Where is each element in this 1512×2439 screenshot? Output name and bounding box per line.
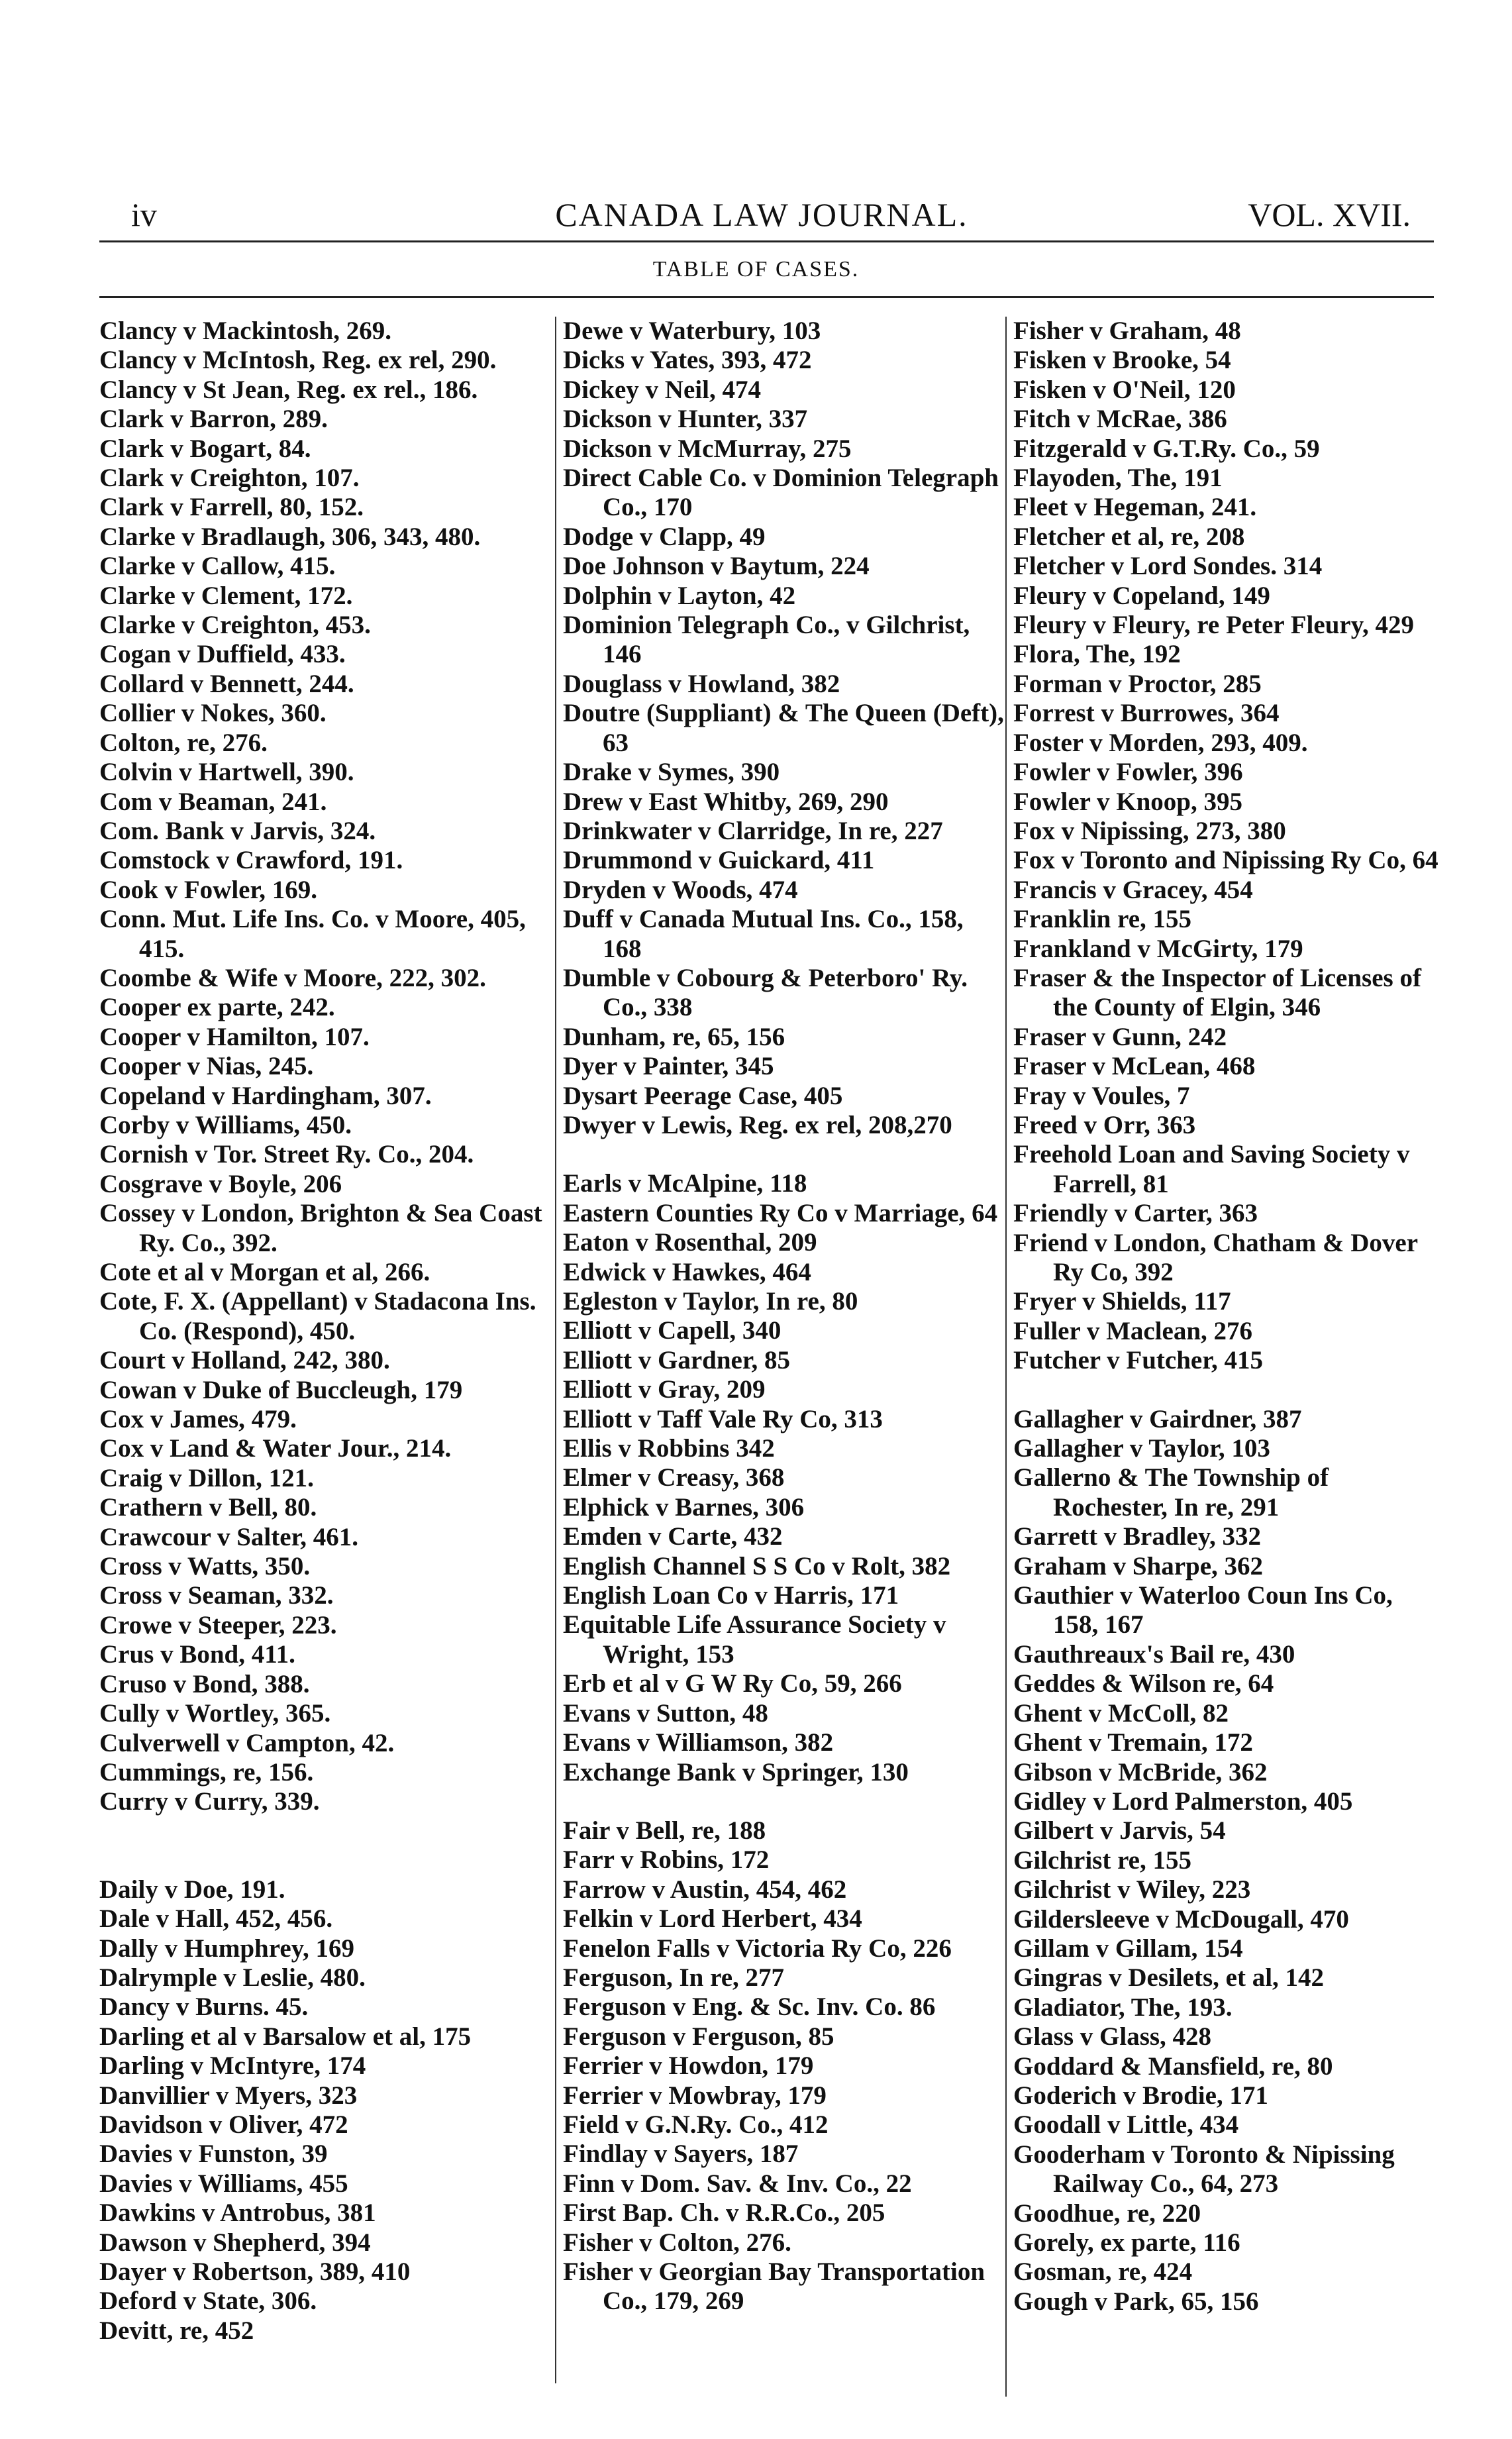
case-entry: Gilchrist v Wiley, 223 <box>1013 1875 1251 1904</box>
case-entry: Eastern Counties Ry Co v Marriage, 64 <box>563 1198 998 1227</box>
running-header <box>99 195 1424 242</box>
case-entry: Elphick v Barnes, 306 <box>563 1492 805 1522</box>
case-entry: Cook v Fowler, 169. <box>99 875 317 904</box>
case-entry: Douglass v Howland, 382 <box>563 669 840 698</box>
case-entry: Gingras v Desilets, et al, 142 <box>1013 1963 1325 1993</box>
case-entry: Gilbert v Jarvis, 54 <box>1013 1816 1226 1845</box>
case-entry: Foster v Morden, 293, 409. <box>1013 728 1308 757</box>
case-entry: Cross v Watts, 350. <box>99 1552 311 1581</box>
case-entry: Forrest v Burrowes, 364 <box>1013 699 1280 728</box>
case-entry: Fraser & the Inspector of Licenses of the County of Elgin, 346 <box>1013 963 1421 1022</box>
case-entry: Clancy v Mackintosh, 269. <box>99 317 391 345</box>
case-entry: Craig v Dillon, 121. <box>99 1463 314 1492</box>
case-entry: Farr v Robins, 172 <box>563 1845 770 1875</box>
case-entry: Fleury v Fleury, re Peter Fleury, 429 <box>1013 611 1415 640</box>
case-entry: Elliott v Gardner, 85 <box>563 1345 791 1375</box>
case-entry: Dewe v Waterbury, 103 <box>563 317 821 345</box>
case-entry: Fisher v Graham, 48 <box>1013 317 1241 345</box>
case-entry: Colvin v Hartwell, 390. <box>99 758 354 787</box>
case-entry: Goderich v Brodie, 171 <box>1013 2081 1268 2110</box>
case-entry: Gildersleeve v McDougall, 470 <box>1013 1904 1349 1934</box>
case-entry: Fisken v Brooke, 54 <box>1013 346 1231 375</box>
case-entry: Daily v Doe, 191. <box>99 1875 285 1904</box>
case-entry: Fraser v McLean, 468 <box>1013 1052 1256 1081</box>
case-entry: Dyer v Painter, 345 <box>563 1052 774 1081</box>
case-entry: Clancy v McIntosh, Reg. ex rel, 290. <box>99 346 497 375</box>
case-entry: Fisken v O'Neil, 120 <box>1013 375 1236 404</box>
case-entry: Com v Beaman, 241. <box>99 787 327 816</box>
case-entry: Clarke v Creighton, 453. <box>99 611 371 640</box>
case-entry: Glass v Glass, 428 <box>1013 2022 1212 2051</box>
case-entry: Fleury v Copeland, 149 <box>1013 581 1270 610</box>
case-entry: Clark v Farrell, 80, 152. <box>99 493 364 522</box>
case-entry: Doutre (Suppliant) & The Queen (Deft), 63 <box>563 699 1004 757</box>
case-entry: Gillam v Gillam, 154 <box>1013 1934 1243 1963</box>
column-divider <box>1005 317 1007 2397</box>
case-entry: Exchange Bank v Springer, 130 <box>563 1757 909 1787</box>
case-entry: Gibson v McBride, 362 <box>1013 1757 1268 1787</box>
case-entry: Dickey v Neil, 474 <box>563 375 761 404</box>
case-entry: Clark v Barron, 289. <box>99 405 328 434</box>
case-entry: Fletcher v Lord Sondes. 314 <box>1013 552 1323 581</box>
case-entry: Dickson v McMurray, 275 <box>563 434 852 463</box>
case-entry: Gilchrist re, 155 <box>1013 1845 1191 1875</box>
case-entry: Crawcour v Salter, 461. <box>99 1522 359 1551</box>
case-entry: Cogan v Duffield, 433. <box>99 640 346 669</box>
case-entry: Gallagher v Taylor, 103 <box>1013 1434 1270 1463</box>
case-entry: Evans v Sutton, 48 <box>563 1698 768 1728</box>
case-entry: Drinkwater v Clarridge, In re, 227 <box>563 816 943 845</box>
case-entry: Futcher v Futcher, 415 <box>1013 1346 1263 1375</box>
case-entry: Goodhue, re, 220 <box>1013 2199 1201 2228</box>
case-entry: Davies v Funston, 39 <box>99 2140 328 2169</box>
volume-label: VOL. XVII. <box>1248 196 1411 233</box>
case-entry: Collier v Nokes, 360. <box>99 699 327 728</box>
case-entry: Fair v Bell, re, 188 <box>563 1816 766 1845</box>
section-title: TABLE OF CASES. <box>652 257 860 282</box>
case-entry: Conn. Mut. Life Ins. Co. v Moore, 405, 415. <box>99 905 526 963</box>
case-entry: Gauthier v Waterloo Coun Ins Co, 158, 167 <box>1013 1581 1393 1639</box>
case-entry: Ferrier v Howdon, 179 <box>563 2051 814 2081</box>
case-entry: Clark v Creighton, 107. <box>99 464 360 493</box>
case-entry: Gladiator, The, 193. <box>1013 1993 1233 2022</box>
case-entry: Cornish v Tor. Street Ry. Co., 204. <box>99 1140 474 1169</box>
case-entry: Fitzgerald v G.T.Ry. Co., 59 <box>1013 434 1320 463</box>
case-entry: Franklin re, 155 <box>1013 905 1192 934</box>
case-entry: Darling et al v Barsalow et al, 175 <box>99 2022 472 2051</box>
page-number: iv <box>131 196 157 233</box>
case-entry: Ferguson v Eng. & Sc. Inv. Co. 86 <box>563 1993 936 2022</box>
case-entry: Cowan v Duke of Buccleugh, 179 <box>99 1375 463 1404</box>
case-entry: Doe Johnson v Baytum, 224 <box>563 552 870 581</box>
case-entry: Cossey v London, Brighton & Sea Coast Ry. Co., 392. <box>99 1199 542 1257</box>
case-entry: Coombe & Wife v Moore, 222, 302. <box>99 963 486 992</box>
case-entry: Ghent v Tremain, 172 <box>1013 1728 1253 1757</box>
case-entry: Gooderham v Toronto & Nipissing Railway Co., 64, 273 <box>1013 2140 1395 2199</box>
case-entry: Davies v Williams, 455 <box>99 2169 348 2198</box>
case-entry: Ghent v McColl, 82 <box>1013 1698 1229 1728</box>
case-entry: Dale v Hall, 452, 456. <box>99 1904 333 1934</box>
index-column-2 <box>563 317 1007 2410</box>
case-entry: Egleston v Taylor, In re, 80 <box>563 1287 858 1316</box>
case-entry: Dicks v Yates, 393, 472 <box>563 346 812 375</box>
case-entry: Cully v Wortley, 365. <box>99 1699 331 1728</box>
case-entry: Emden v Carte, 432 <box>563 1522 783 1551</box>
case-entry: Gosman, re, 424 <box>1013 2257 1193 2287</box>
case-entry: Dayer v Robertson, 389, 410 <box>99 2257 411 2286</box>
section-gap <box>563 1787 1007 1816</box>
case-entry: Fuller v Maclean, 276 <box>1013 1316 1253 1345</box>
case-entry: Frankland v McGirty, 179 <box>1013 934 1303 963</box>
case-entry: Cruso v Bond, 388. <box>99 1669 310 1698</box>
header-rule <box>99 240 1434 242</box>
case-entry: Clarke v Callow, 415. <box>99 552 336 581</box>
case-entry: Freed v Orr, 363 <box>1013 1110 1196 1139</box>
case-entry: Goodall v Little, 434 <box>1013 2110 1239 2140</box>
case-entry: English Channel S S Co v Rolt, 382 <box>563 1551 951 1581</box>
case-entry: Cox v Land & Water Jour., 214. <box>99 1434 452 1463</box>
case-entry: Colton, re, 276. <box>99 728 268 757</box>
case-entry: Ferguson, In re, 277 <box>563 1963 785 1992</box>
case-entry: Friend v London, Chatham & Dover Ry Co, 392 <box>1013 1228 1418 1286</box>
case-entry: Cooper v Nias, 245. <box>99 1052 314 1081</box>
case-entry: Clarke v Bradlaugh, 306, 343, 480. <box>99 522 481 551</box>
case-entry: Goddard & Mansfield, re, 80 <box>1013 2051 1333 2081</box>
case-entry: Crus v Bond, 411. <box>99 1640 295 1669</box>
case-entry: Collard v Bennett, 244. <box>99 669 354 698</box>
case-entry: Fitch v McRae, 386 <box>1013 405 1227 434</box>
case-entry: Francis v Gracey, 454 <box>1013 875 1253 904</box>
case-entry: Equitable Life Assurance Society v Wright, 153 <box>563 1610 946 1669</box>
case-entry: Fleet v Hegeman, 241. <box>1013 493 1257 522</box>
case-entry: Dawkins v Antrobus, 381 <box>99 2199 376 2228</box>
index-column-1 <box>99 317 550 2410</box>
case-entry: Fenelon Falls v Victoria Ry Co, 226 <box>563 1934 952 1963</box>
case-entry: Clark v Bogart, 84. <box>99 434 311 463</box>
case-entry: Dickson v Hunter, 337 <box>563 405 808 434</box>
case-entry: Fraser v Gunn, 242 <box>1013 1022 1227 1051</box>
case-entry: Cooper ex parte, 242. <box>99 993 335 1022</box>
case-entry: Garrett v Bradley, 332 <box>1013 1522 1262 1551</box>
case-entry: Cote et al v Morgan et al, 266. <box>99 1258 430 1286</box>
case-entry: Dryden v Woods, 474 <box>563 875 798 904</box>
case-entry: Dysart Peerage Case, 405 <box>563 1081 843 1110</box>
case-entry: Flora, The, 192 <box>1013 640 1181 669</box>
case-entry: Fox v Toronto and Nipissing Ry Co, 64 <box>1013 846 1438 875</box>
case-entry: Cote, F. X. (Appellant) v Stadacona Ins. Co. (Respond), 450. <box>99 1287 536 1345</box>
case-entry: Earls v McAlpine, 118 <box>563 1169 807 1198</box>
case-entry: Dancy v Burns. 45. <box>99 1993 309 2022</box>
case-entry: Crowe v Steeper, 223. <box>99 1610 337 1639</box>
case-entry: Darling v McIntyre, 174 <box>99 2051 366 2081</box>
case-entry: Cooper v Hamilton, 107. <box>99 1022 370 1051</box>
case-entry: Drummond v Guickard, 411 <box>563 846 875 875</box>
case-entry: Elliott v Gray, 209 <box>563 1375 766 1404</box>
case-entry: Comstock v Crawford, 191. <box>99 846 403 875</box>
case-entry: Edwick v Hawkes, 464 <box>563 1257 811 1286</box>
case-entry: Dunham, re, 65, 156 <box>563 1022 785 1051</box>
case-entry: Court v Holland, 242, 380. <box>99 1346 390 1375</box>
case-entry: Fisher v Colton, 276. <box>563 2228 791 2257</box>
case-entry: Cross v Seaman, 332. <box>99 1581 334 1610</box>
case-entry: Crathern v Bell, 80. <box>99 1493 317 1522</box>
case-entry: Fletcher et al, re, 208 <box>1013 522 1245 551</box>
case-entry: Drew v East Whitby, 269, 290 <box>563 787 889 816</box>
section-gap <box>99 1846 550 1875</box>
case-entry: English Loan Co v Harris, 171 <box>563 1581 899 1610</box>
case-entry: Curry v Curry, 339. <box>99 1787 320 1816</box>
case-entry: Elmer v Creasy, 368 <box>563 1463 785 1492</box>
case-entry: Dally v Humphrey, 169 <box>99 1934 354 1963</box>
case-entry: Fisher v Georgian Bay Transportation Co., 179, 269 <box>563 2257 985 2316</box>
case-entry: Cosgrave v Boyle, 206 <box>99 1169 342 1198</box>
case-entry: Elliott v Taff Vale Ry Co, 313 <box>563 1404 883 1433</box>
case-entry: Gallagher v Gairdner, 387 <box>1013 1404 1302 1433</box>
case-entry: Com. Bank v Jarvis, 324. <box>99 816 376 845</box>
case-entry: Fryer v Shields, 117 <box>1013 1287 1231 1316</box>
case-entry: Dumble v Cobourg & Peterboro' Ry. Co., 338 <box>563 963 968 1022</box>
section-rule <box>99 296 1434 298</box>
journal-title: CANADA LAW JOURNAL. <box>555 196 968 233</box>
section-gap <box>99 1817 550 1846</box>
case-entry: Fowler v Fowler, 396 <box>1013 758 1243 787</box>
case-entry: Dwyer v Lewis, Reg. ex rel, 208,270 <box>563 1110 952 1139</box>
section-gap <box>563 1140 1007 1169</box>
case-entry: Gauthreaux's Bail re, 430 <box>1013 1639 1295 1669</box>
case-entry: Gough v Park, 65, 156 <box>1013 2287 1259 2316</box>
case-entry: Geddes & Wilson re, 64 <box>1013 1669 1274 1698</box>
case-entry: Dominion Telegraph Co., v Gilchrist, 146 <box>563 611 970 669</box>
case-entry: Direct Cable Co. v Dominion Telegraph Co., 170 <box>563 464 999 522</box>
case-entry: Felkin v Lord Herbert, 434 <box>563 1904 862 1934</box>
case-entry: Dalrymple v Leslie, 480. <box>99 1963 366 1992</box>
case-entry: Evans v Williamson, 382 <box>563 1728 834 1757</box>
case-entry: Copeland v Hardingham, 307. <box>99 1081 432 1110</box>
column-divider <box>555 317 556 2383</box>
case-entry: Flayoden, The, 191 <box>1013 464 1223 493</box>
case-entry: Corby v Williams, 450. <box>99 1110 352 1139</box>
case-entry: Gorely, ex parte, 116 <box>1013 2228 1240 2257</box>
case-entry: Ferrier v Mowbray, 179 <box>563 2081 827 2110</box>
case-entry: Forman v Proctor, 285 <box>1013 669 1262 698</box>
case-entry: Deford v State, 306. <box>99 2287 317 2316</box>
case-entry: Dawson v Shepherd, 394 <box>99 2228 371 2257</box>
section-gap <box>1013 1376 1444 1405</box>
case-entry: Fowler v Knoop, 395 <box>1013 787 1242 816</box>
case-entry: Findlay v Sayers, 187 <box>563 2140 799 2169</box>
case-entry: Devitt, re, 452 <box>99 2316 254 2345</box>
case-entry: Elliott v Capell, 340 <box>563 1316 781 1345</box>
case-entry: Duff v Canada Mutual Ins. Co., 158, 168 <box>563 905 964 963</box>
case-entry: Ellis v Robbins 342 <box>563 1434 775 1463</box>
case-entry: Culverwell v Campton, 42. <box>99 1728 395 1757</box>
case-entry: Gallerno & The Township of Rochester, In re, 291 <box>1013 1463 1329 1522</box>
case-entry: Ferguson v Ferguson, 85 <box>563 2022 834 2051</box>
case-entry: Eaton v Rosenthal, 209 <box>563 1228 817 1257</box>
case-entry: Fray v Voules, 7 <box>1013 1081 1190 1110</box>
case-entry: Cox v James, 479. <box>99 1405 297 1434</box>
case-entry: Fox v Nipissing, 273, 380 <box>1013 816 1286 845</box>
case-entry: Finn v Dom. Sav. & Inv. Co., 22 <box>563 2169 912 2198</box>
case-entry: Graham v Sharpe, 362 <box>1013 1551 1264 1581</box>
case-entry: Drake v Symes, 390 <box>563 758 780 787</box>
case-entry: Dolphin v Layton, 42 <box>563 581 796 610</box>
case-entry: Friendly v Carter, 363 <box>1013 1199 1258 1228</box>
case-entry: Erb et al v G W Ry Co, 59, 266 <box>563 1669 902 1698</box>
index-column-3 <box>1013 317 1444 2410</box>
case-entry: Freehold Loan and Saving Society v Farrell, 81 <box>1013 1140 1410 1198</box>
case-entry: Field v G.N.Ry. Co., 412 <box>563 2110 829 2139</box>
case-entry: Dodge v Clapp, 49 <box>563 522 766 551</box>
case-entry: Danvillier v Myers, 323 <box>99 2081 358 2110</box>
case-entry: Farrow v Austin, 454, 462 <box>563 1875 847 1904</box>
case-entry: First Bap. Ch. v R.R.Co., 205 <box>563 2199 885 2228</box>
case-entry: Gidley v Lord Palmerston, 405 <box>1013 1787 1353 1816</box>
case-entry: Clancy v St Jean, Reg. ex rel., 186. <box>99 375 478 404</box>
case-entry: Clarke v Clement, 172. <box>99 581 353 610</box>
case-entry: Cummings, re, 156. <box>99 1757 314 1787</box>
case-entry: Davidson v Oliver, 472 <box>99 2110 348 2139</box>
